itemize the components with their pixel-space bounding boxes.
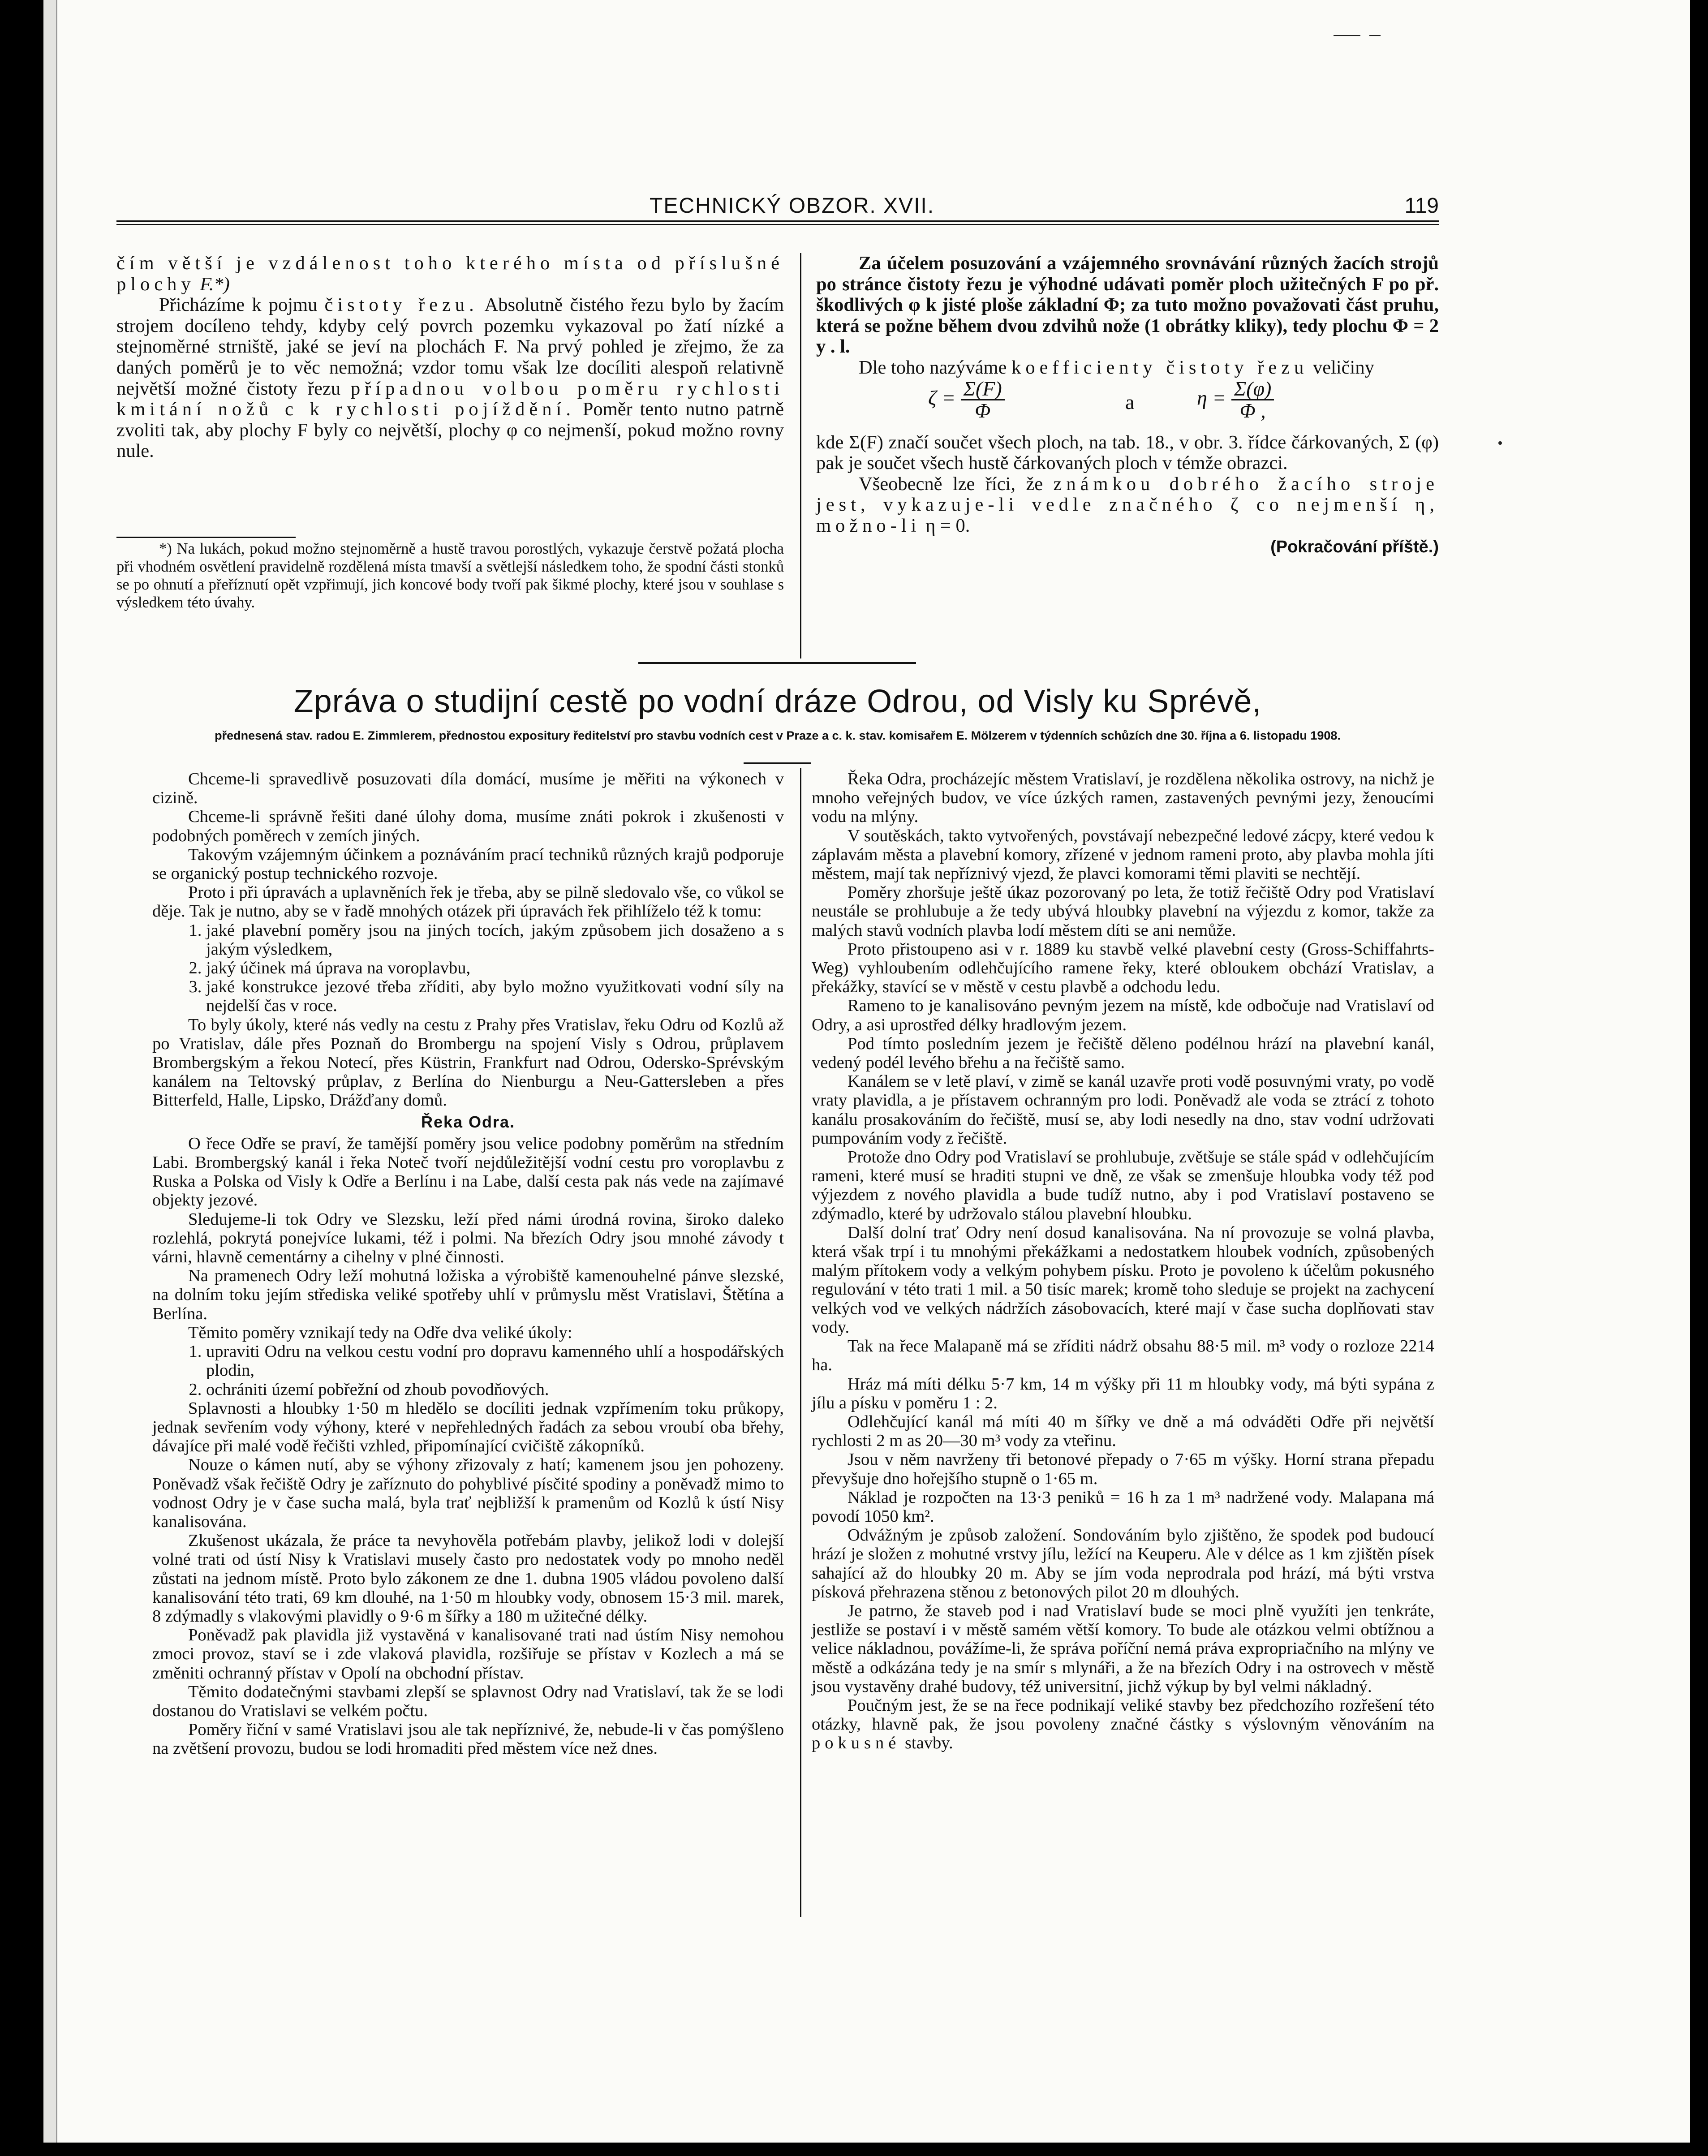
paragraph: Za účelem posuzování a vzájemného srovnávání různých žacích strojů po stránce čistoty řezu je výhodné udávati poměr ploch užitečných F po př. škodlivých φ k jisté ploše základní Φ; za tuto možno považovati část pruhu, která se požne během dvou zdvihů nože (1 obrátky kliky), tedy plochu Φ = 2 y . l. (816, 253, 1439, 357)
footnote-rule (116, 537, 296, 538)
paragraph: Rameno to je kanalisováno pevným jezem na místě, kde odbočuje nad Vratislaví od Odry, a asi uprostřed délky hradlovým jezem. (812, 996, 1434, 1034)
formula-zeta (928, 379, 1005, 422)
header-rule-thin (116, 224, 1439, 225)
text: Poměr tento nutno patrně zvoliti tak, aby plochy F byly co největší, plochy φ co nejmenší, pokud možno rovny nule. (116, 399, 784, 462)
paragraph: Takovým vzájemným účinkem a poznáváním prací techniků různých krajů podporuje se organický postup technického rozvoje. (152, 845, 784, 883)
paragraph: Nouze o kámen nutí, aby se výhony zřizovaly z hatí; kamenem jsou jen pohozeny. Poněvadž však řečiště Odry je zaříznuto do pohyblivé písčité spodiny a poněvadž mimo to vodnost Odry je v čase sucha malá, byla trať nejbližší k pramenům od Kozlů k ústí Nisy kanalisována. (152, 1455, 784, 1531)
section-rule (638, 662, 916, 664)
text: η = 0. (921, 515, 970, 536)
article-byline: přednesená stav. radou E. Zimmlerem, přednostou expositury ředitelství pro stavbu vodních cest v Praze a c. k. stav. komisařem E. Mölzerem v týdenních schůzích dne 30. října a 6. listopadu 1908. (215, 729, 1341, 742)
paragraph: Proto i při úpravách a uplavněních řek je třeba, aby se pilně sledovalo vše, co vůkol se děje. Tak je nutno, aby se v řadě mnohých otázek při úpravách řek přihlíželo též k tomu: (152, 883, 784, 921)
text: veličiny (1308, 357, 1374, 378)
lower-right-column (812, 770, 1434, 1753)
paragraph (116, 253, 784, 295)
list-item: 1. upraviti Odru na velkou cestu vodní pro dopravu kamenného uhlí a hospodářských plodin, (206, 1342, 784, 1380)
text: Dle toho nazýváme (859, 357, 1012, 378)
list-item: 2. jaký účinek má úprava na voroplavbu, (206, 959, 784, 977)
task-list (152, 1342, 784, 1399)
footnote-text: *) Na lukách, pokud možno stejnoměrně a hustě travou porostlých, vykazuje čerstvě požatá plocha při vhodném osvětlení pravidelně rozdělená místa tmavší a světlejší následkem toho, že spodní části stonků se po ohnutí a přeříznutí opět vzpřimují, jich koncové body tvoří pak šikmé plochy, které jsou v souhlase s výsledkem této úvahy. (116, 540, 784, 611)
spaced-text: známkou dobrého žacího stroje jest, vykazuje-li vedle značného ζ co nejmenší η, možno-li (816, 473, 1439, 536)
text: Všeobecně lze říci, že (859, 473, 1054, 495)
list-item: 1. jaké plavební poměry jsou na jiných tocích, jakým způsobem jich dosaženo a s jakým výsledkem, (206, 921, 784, 959)
text: Přicházíme k pojmu (159, 294, 325, 316)
paragraph: Řeka Odra, procházejíc městem Vratislaví, je rozdělena několika ostrovy, na nichž je mnoho veřejných budov, ve více úzkých ramen, zastavených pevnými jezy, ženoucími vodu na mlýny. (812, 770, 1434, 826)
paragraph: Pod tímto posledním jezem je řečiště děleno podélnou hrází na plavební kanál, vedený podél levého břehu a na řečiště samo. (812, 1034, 1434, 1072)
numerator: Σ(φ) (1231, 379, 1274, 401)
paragraph: Kanálem se v letě plaví, v zimě se kanál uzavře proti vodě posuvnými vraty, po vodě vraty plavidla, a je přístavem ochranným pro lodi. Poněvadž ale voda se ztrácí z tohoto kanálu prosakováním do řečiště, musí se, aby lodi nesedly na dno, stav vodní udržovati pumpováním vody z řečiště. (812, 1072, 1434, 1148)
paragraph: Poměry řiční v samé Vratislavi jsou ale tak nepříznivé, že, nebude-li v čas pomýšleno na zvětšení provozu, budou se lodi hromaditi před městem více než dnes. (152, 1720, 784, 1758)
paragraph: kde Σ(F) značí součet všech ploch, na tab. 18., v obr. 3. řídce čárkovaných, Σ (φ) pak je součet všech hustě čárkovaných ploch v témže obrazci. (816, 431, 1439, 474)
section-heading: Řeka Odra. (421, 1112, 516, 1131)
formula-lhs: ζ = (928, 386, 956, 409)
list-item: 3. jaké konstrukce jezové třeba zříditi, aby bylo možno využitkovati vodní síly na nejdelší čas v roce. (206, 977, 784, 1015)
paragraph: Poměry zhoršuje ještě úkaz pozorovaný po leta, že totiž řečiště Odry pod Vratislaví neustále se prohlubuje a že tedy ubývá hloubky plavební na výjezdu z komor, takže za malých stavů vodních plavba lodí městem díti se ani nemůže. (812, 883, 1434, 940)
paragraph: Těmito poměry vznikají tedy na Odře dva veliké úkoly: (188, 1323, 572, 1342)
scan-mark (1369, 35, 1381, 36)
paragraph (116, 295, 784, 462)
paragraph: Protože dno Odry pod Vratislaví se prohlubuje, zvětšuje se stále spád v odlehčujícím rameni, které musí se hraditi stupni ve dně, ze však se zmenšuje hloubka vody též pod výjezdem z nového plavidla a bude tudíž nutno, aby i pod Vratislaví postaveno se zdýmadlo, které by udržovalo stálou plavební hloubku. (812, 1148, 1434, 1223)
spaced-text: koefficienty čistoty řezu (1011, 357, 1308, 378)
paragraph: Zkušenost ukázala, že práce ta nevyhověla potřebám plavby, jelikož lodi v dolejší volné trati od ústí Nisy k Vratislavi musely často pro nedostatek vody po mnoho neděl zůstati na jednom místě. Proto bylo zákonem ze dne 1. dubna 1905 vládou povoleno další kanalisování této trati, 69 km dlouhé, na 1·50 m hloubky vody, obnosem 15·3 mil. marek, 8 zdýmadly s vlakovými plavidly o 9·6 m šířky a 180 m užitečné délky. (152, 1531, 784, 1626)
lower-left-column (152, 770, 784, 1758)
spaced-text: čistoty řezu. (324, 294, 478, 316)
paragraph: Proto přistoupeno asi v r. 1889 ku stavbě velké plavební cesty (Gross-Schiffahrts-Weg) vyhloubením odlehčujícího ramene řeky, které obloukem obchází Vratislav, a překážky, stavící se v městě v cestu plavbě a odchodu ledu. (812, 939, 1434, 997)
paragraph: Náklad je rozpočten na 13·3 peniků = 16 h za 1 m³ nadržené vody. Malapana má povodí 1050 km². (812, 1488, 1434, 1526)
spaced-text: čím větší je vzdálenost toho kterého místa od příslušné plochy (116, 253, 784, 295)
text: Absolutně čistého řezu bylo by žacím strojem docíleno tehdy, kdyby celý povrch pozemku vykazoval po žatí nízké a stejnoměrné strniště, jaké se jeví na plochách F. Na prvý pohled je zřejmo, že za daných poměrů je to věc nemožná; vzdor tomu však lze docíliti alespoň relativně největší možné čistoty řezu (116, 294, 784, 399)
column-rule (800, 253, 801, 658)
paragraph: Splavnosti a hloubky 1·50 m hledělo se docíliti jednak vzpřímením toku průkopy, jednak sevřením vody výhony, které v nepřehledných řadách za sebou vroubí oba břehy, dávajíce při malé vodě řečišti vzhled, připomínající cvičiště zákopníků. (152, 1399, 784, 1456)
journal-title: TECHNICKÝ OBZOR. XVII. (650, 194, 935, 218)
formula-lhs: η = (1197, 386, 1226, 409)
task-list (152, 921, 784, 1016)
footnote (116, 540, 784, 611)
paragraph: Na pramenech Odry leží mohutná ložiska a výrobiště kamenouhelné pánve slezské, na dolním toku jejím střediska veliké spotřeby uhlí v průmyslu měst Vratislavi, Štětína a Berlína. (152, 1266, 784, 1323)
paragraph: Poněvadž pak plavidla již vystavěná v kanalisované trati nad ústím Nisy nemohou zmoci provoz, staví se i zde vlaková plavidla, rozšiřuje se přístav v Kozlech a má se změniti ochranný přístav v Opolí na obchodní přístav. (152, 1626, 784, 1683)
denominator: Φ , (1239, 399, 1266, 422)
upper-left-column (116, 253, 784, 462)
numerator: Σ(F) (961, 379, 1005, 401)
margin-dot (1498, 441, 1502, 445)
article-title: Zpráva o studijní cestě po vodní dráze Odrou, od Visly ku Sprévě, (293, 684, 1262, 719)
paragraph: Odvážným je způsob založení. Sondováním bylo zjištěno, že spodek pod budoucí hrází je složen z mohutné vrstvy jílu, ležící na Keuperu. Ale v délce as 1 km zjištěn písek sahající až do hloubky 20 m. Aby se jím voda neprodrala pod hrází, má býti vrstva písková přehrazena stěnou z betonových pilot 20 m dlouhých. (812, 1526, 1434, 1601)
column-rule (800, 768, 801, 1917)
paragraph: V soutěskách, takto vytvořených, povstávají nebezpečné ledové zácpy, které vedou k záplavám města a plavební komory, zřízené v jednom rameni proto, aby plavba mohla jíti městem, mají tak nepříznivý vjezd, že plavci komorami těmi plaviti se nechtějí. (812, 826, 1434, 883)
paragraph: Sledujeme-li tok Odry ve Slezsku, leží před námi úrodná rovina, široko daleko rozlehlá, pokrytá ponejvíce lukami, též i polmi. Na březích Odry jsou mnohé závody t várni, hlavně cementárny a cihelny v plné činnosti. (152, 1209, 784, 1267)
fraction (1231, 379, 1274, 422)
paragraph: Hráz má míti délku 5·7 km, 14 m výšky při 11 m hloubky vody, má býti sypána z jílu a písku v poměru 1 : 2. (812, 1374, 1434, 1412)
paragraph: O řece Odře se praví, že tamější poměry jsou velice podobny poměrům na středním Labi. Brombergský kanál i řeka Noteč tvoří nejdůležitější vodní cestu pro voroplavbu z Ruska a Polska od Visly k Odře a Berlínu i na Labe, další cesta pak nás vede na zajímavé objekty jezové. (152, 1134, 784, 1210)
page-number: 119 (1404, 194, 1439, 218)
paragraph: Tak na řece Malapaně má se zříditi nádrž obsahu 88·5 mil. m³ vody o rozloze 2214 ha. (812, 1337, 1434, 1375)
formula-and: a (1125, 390, 1135, 413)
paragraph: Chceme-li správně řešiti dané úlohy doma, musíme znáti pokrok i zkušenosti v podobných poměrech v zemích jiných. (152, 807, 784, 845)
paragraph: Těmito dodatečnými stavbami zlepší se splavnost Odry nad Vratislaví, tak že se lodi dostanou do Vratislavi se velkém počtu. (152, 1682, 784, 1720)
paragraph (812, 1696, 1434, 1753)
formula-eta (1197, 379, 1274, 422)
upper-right-column (816, 253, 1439, 557)
spaced-text: případnou volbou poměru rychlosti kmitání nožů c k rychlosti pojíždění. (116, 378, 784, 420)
paragraph: Jsou v něm navrženy tři betonové přepady o 7·65 m výšky. Horní strana přepadu převyšuje dno hořejšího stupně o 1·65 m. (812, 1450, 1434, 1488)
list-item: 2. ochrániti území pobřežní od zhoub povodňových. (206, 1380, 784, 1399)
fraction (961, 379, 1005, 422)
spaced-text: pokusné (812, 1734, 901, 1753)
paragraph (816, 474, 1439, 537)
text: Poučným jest, že se na řece podnikají veliké stavby bez předchozího rozřešení této otázky, hlavně pak, že jsou povoleny značné částky s výslovným věnováním na (812, 1696, 1434, 1734)
paragraph: Další dolní trať Odry není dosud kanalisována. Na ní provozuje se volná plavba, která však trpí i tu mnohými překážkami a nedostatkem hloubek vodních, způsobených malým přítokem vody a velkým pohybem písku. Proto je povoleno k účelům pokusného regulování v této trati 1 mil. a 50 tisíc marek; kromě toho sleduje se projekt na zachycení velkých vod ve velkých nádržích zásobovacích, které mají v čase sucha doplňovati stav vody. (812, 1223, 1434, 1337)
running-header (116, 194, 1439, 220)
formula (816, 379, 1439, 432)
byline-rule (744, 762, 811, 764)
header-rule (116, 220, 1439, 222)
text: F.*) (195, 273, 230, 295)
paragraph (816, 357, 1439, 379)
scan-edge (43, 0, 57, 2143)
paragraph: Je patrno, že staveb pod i nad Vratislaví bude se moci plně využíti jen tenkráte, jestliže se postaví i v městě samém větší komory. To bude ale otázkou velmi obtížnou a velice nákladnou, povážíme-li, že správa poříční nemá práva expropriačního na mlýny ve městě a odkázána tedy je na smír s mlynáři, a že na březích Odry i na ostrovech v městě jsou vystavěny drahé budovy, též universitní, jichž výkup by byl velmi nákladný. (812, 1601, 1434, 1696)
paragraph: Chceme-li spravedlivě posuzovati díla domácí, musíme je měřiti na výkonech v cizině. (152, 770, 784, 808)
paragraph: Odlehčující kanál má míti 40 m šířky ve dně a má odváděti Odře při největší rychlosti 2 m as 20—30 m³ vody za vteřinu. (812, 1412, 1434, 1450)
continued-note: (Pokračování příště.) (1270, 537, 1439, 556)
denominator: Φ (975, 399, 991, 422)
scan-mark (1334, 35, 1360, 36)
paragraph: To byly úkoly, které nás vedly na cestu z Prahy přes Vratislav, řeku Odru od Kozlů až po Vratislav, dále přes Poznaň do Brombergu na spojení Visly s Odrou, průplavem Brombergským a řekou Notecí, přes Küstrin, Frankfurt nad Odrou, Odersko-Sprévským kanálem na Teltovský průplav, z Berlína do Nienburgu a Neu-Gattersleben a přes Bitterfeld, Halle, Lipsko, Drážďany domů. (152, 1015, 784, 1110)
text: stavby. (900, 1734, 953, 1753)
